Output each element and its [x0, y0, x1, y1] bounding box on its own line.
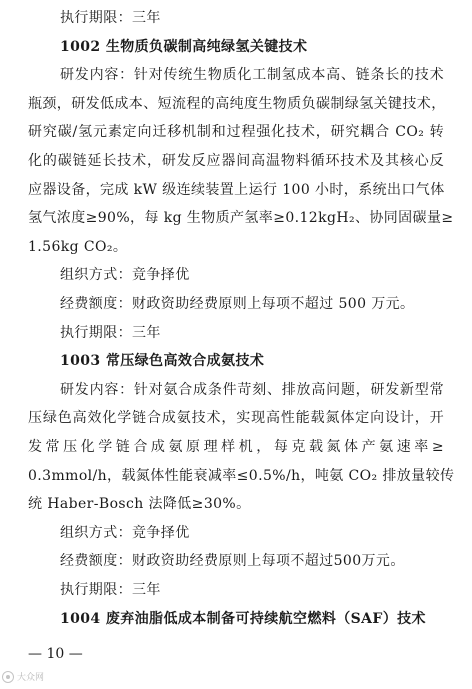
project-1002-title: 1002 生物质负碳制高纯绿氢关键技术 [60, 39, 308, 55]
research-content-1002-line-1: 研发内容：针对传统生物质化工制氢成本高、链条长的技术 [60, 67, 444, 83]
organization-method-1002: 组织方式：竞争择优 [60, 267, 190, 283]
execution-period-1002: 执行期限：三年 [60, 325, 161, 341]
research-content-1002-line-3: 研究碳/氢元素定向迁移机制和过程强化技术，研究耦合 CO₂ 转 [28, 124, 444, 140]
funding-amount-1002: 经费额度：财政资助经费原则上每项不超过 500 万元。 [60, 296, 415, 312]
research-content-1003-line-2: 压绿色高效化学链合成氨技术，实现高性能载氮体定向设计，开 [28, 410, 444, 426]
project-1004-title: 1004 废弃油脂低成本制备可持续航空燃料（SAF）技术 [60, 611, 426, 627]
project-1003-title: 1003 常压绿色高效合成氨技术 [60, 353, 265, 369]
research-content-1002-line-4: 化的碳链延长技术，研发反应器间高温物料循环技术及其核心反 [28, 153, 444, 169]
execution-period-1: 执行期限：三年 [60, 10, 161, 26]
research-content-1003-line-4: 0.3mmol/h，载氮体性能衰减率≤0.5%/h，吨氨 CO₂ 排放量较传 [28, 468, 455, 484]
research-content-1002-line-6: 氢气浓度≥90%，每 kg 生物质产氢率≥0.12kgH₂、协同固碳量≥ [28, 210, 454, 226]
research-content-1003-line-1: 研发内容：针对氨合成条件苛刻、排放高问题，研发新型常 [60, 382, 444, 398]
execution-period-1003: 执行期限：三年 [60, 582, 161, 598]
funding-amount-1003: 经费额度：财政资助经费原则上每项不超过500万元。 [60, 553, 405, 569]
research-content-1002-line-7: 1.56kg CO₂。 [28, 239, 128, 255]
watermark-text: 大众网 [17, 673, 45, 683]
page-number: — 10 — [28, 646, 83, 662]
research-content-1003-line-5: 统 Haber-Bosch 法降低≥30%。 [28, 496, 251, 512]
research-content-1002-line-2: 瓶颈，研发低成本、短流程的高纯度生物质负碳制绿氢关键技术， [28, 96, 446, 112]
research-content-1003-line-3: 发常压化学链合成氨原理样机，每克载氮体产氨速率≥ [28, 439, 444, 455]
organization-method-1003: 组织方式：竞争择优 [60, 525, 190, 541]
watermark [2, 670, 44, 683]
research-content-1002-line-5: 应器设备，完成 kW 级连续装置上运行 100 小时，系统出口气体 [28, 182, 445, 198]
watermark-logo-icon [2, 671, 14, 683]
